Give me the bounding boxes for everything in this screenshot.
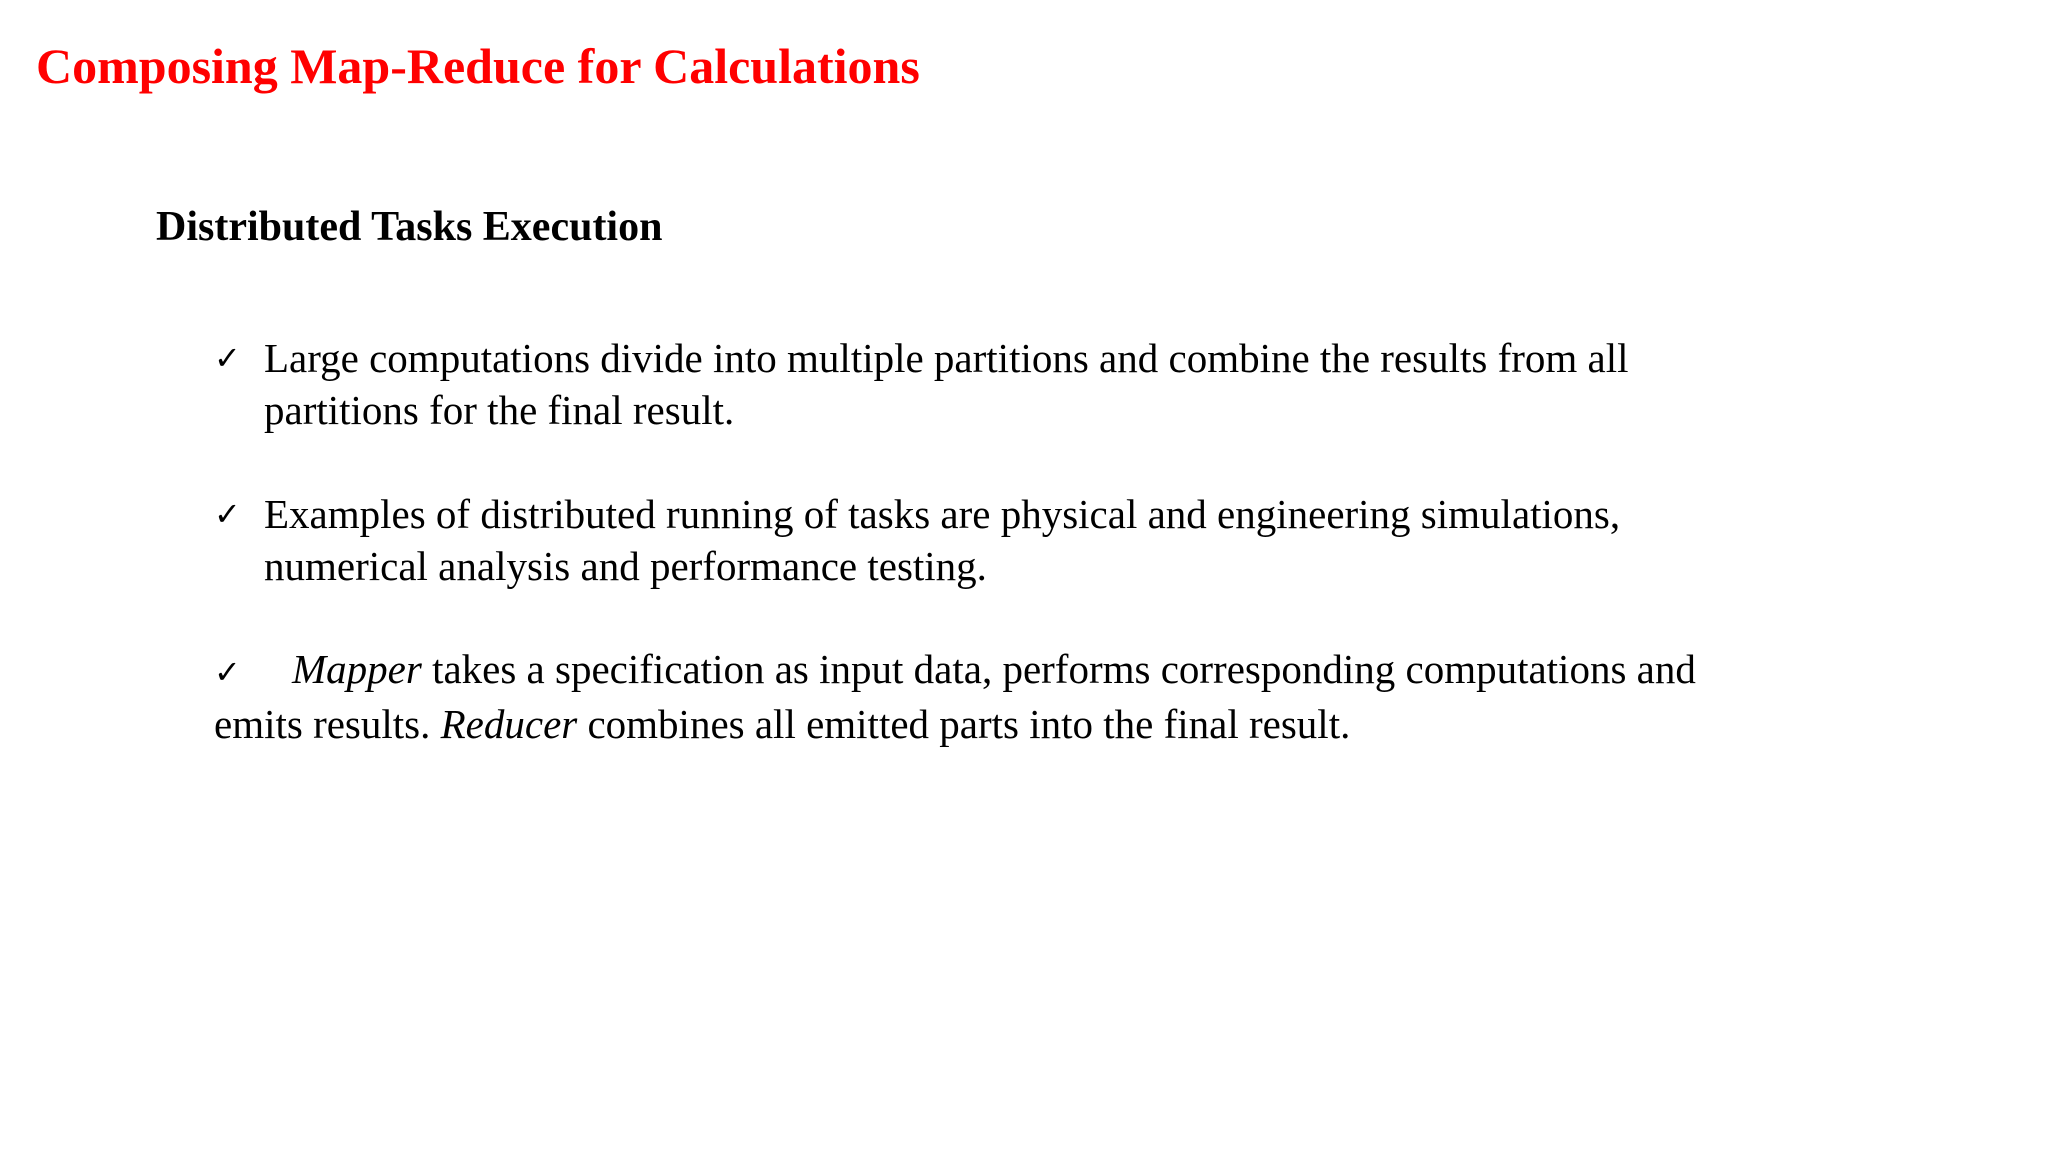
reducer-term: Reducer (440, 701, 578, 747)
reducer-description: combines all emitted parts into the final result. (577, 701, 1351, 747)
checkmark-icon: ✓ (214, 495, 241, 533)
bullet-2-line-2: numerical analysis and performance testing. (264, 543, 987, 589)
bullet-2-line-1: Examples of distributed running of tasks are physical and engineering simulations, (264, 491, 1621, 537)
mapper-description: takes a specification as input data, performs corresponding computations and (421, 646, 1696, 692)
checkmark-icon: ✓ (214, 339, 241, 377)
section-heading: Distributed Tasks Execution (156, 204, 663, 250)
slide-title: Composing Map-Reduce for Calculations (36, 38, 920, 94)
mapper-term: Mapper (292, 646, 422, 692)
bullet-1-line-2: partitions for the final result. (264, 387, 735, 433)
checkmark-icon: ✓ (214, 653, 241, 691)
bullet-3-line-1 (214, 643, 1814, 698)
bullet-3-line-2 (214, 698, 1814, 750)
bullet-1-line-1: Large computations divide into multiple partitions and combine the results from all (264, 335, 1629, 381)
bullet-item-3 (214, 643, 1814, 750)
bullet-item-2 (214, 488, 1814, 592)
bullet-item-1 (214, 332, 1814, 436)
emits-text: emits results. (214, 701, 441, 747)
